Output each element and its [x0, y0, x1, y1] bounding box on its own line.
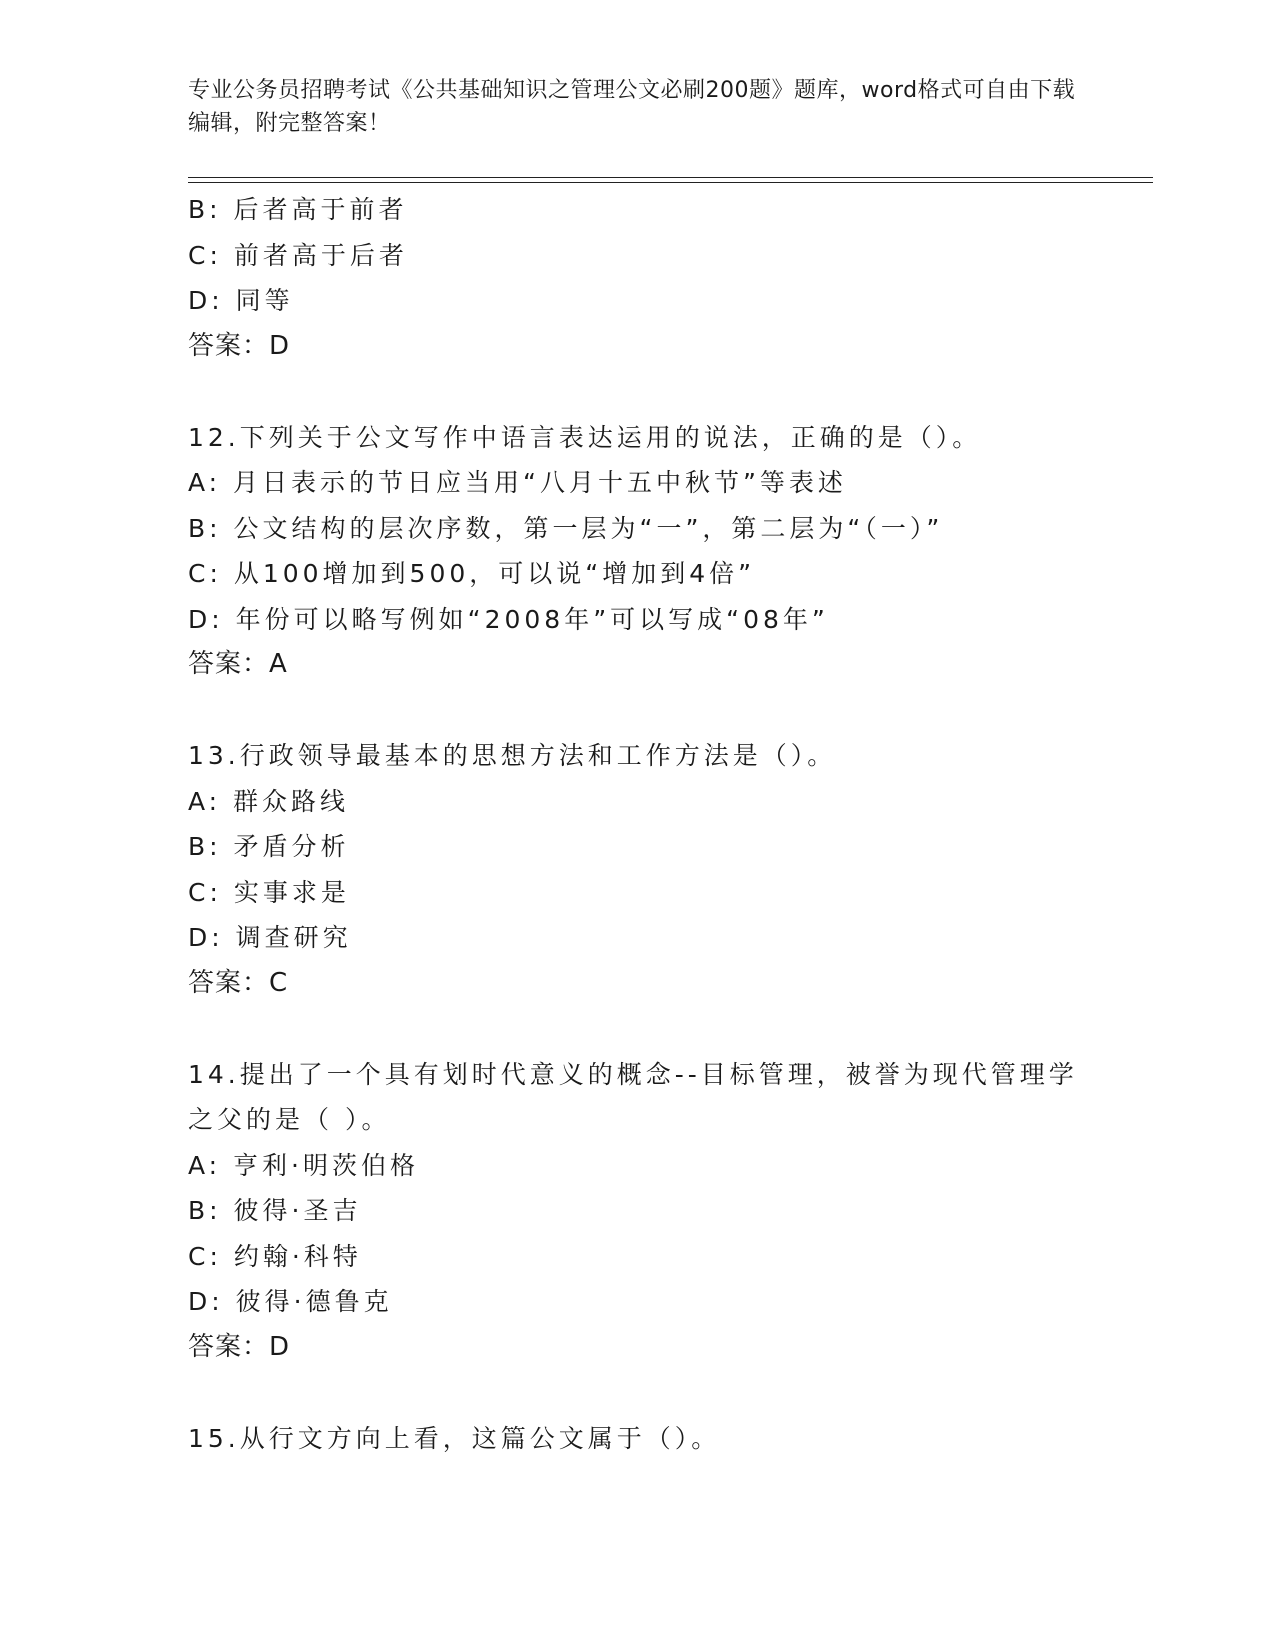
- question-15: [188, 1416, 1153, 1462]
- option-b: B: 后者高于前者: [188, 195, 408, 224]
- question-stem: 15.从行文方向上看，这篇公文属于（）。: [188, 1423, 721, 1453]
- answer: 答案：D: [188, 1331, 291, 1362]
- question-list: [188, 187, 1153, 1461]
- question-12: [188, 415, 1153, 688]
- option-a: A: 月日表示的节日应当用“八月十五中秋节”等表述: [188, 468, 847, 497]
- option-b: B: 公文结构的层次序数，第一层为“一”，第二层为“（一）”: [188, 513, 944, 543]
- header-rule-bottom: [188, 182, 1153, 183]
- answer: 答案：A: [188, 649, 288, 679]
- document-header: 专业公务员招聘考试《公共基础知识之管理公文必刷200题》题库，word格式可自由下载编辑，附完整答案！: [188, 78, 1076, 136]
- option-c: C: 实事求是: [188, 877, 350, 907]
- question-stem: 14.提出了一个具有划时代意义的概念--目标管理，被誉为现代管理学之父的是（ ）。: [188, 1059, 1078, 1134]
- option-a: A: 群众路线: [188, 786, 350, 816]
- question-stem: 13.行政领导最基本的思想方法和工作方法是（）。: [188, 741, 837, 770]
- option-d: D: 彼得·德鲁克: [188, 1287, 393, 1316]
- option-a: A: 亨利·明茨伯格: [188, 1150, 419, 1180]
- question-14: [188, 1052, 1153, 1371]
- question-13: [188, 733, 1153, 1006]
- question-stem: 12.下列关于公文写作中语言表达运用的说法，正确的是（）。: [188, 422, 982, 452]
- option-c: C: 从100增加到500，可以说“增加到4倍”: [188, 559, 756, 588]
- option-c: C: 前者高于后者: [188, 240, 408, 270]
- option-d: D: 同等: [188, 286, 294, 315]
- option-b: B: 彼得·圣吉: [188, 1196, 362, 1225]
- option-c: C: 约翰·科特: [188, 1241, 362, 1271]
- answer: 答案：D: [188, 330, 291, 361]
- option-d: D: 年份可以略写例如“2008年”可以写成“08年”: [188, 604, 829, 634]
- answer: 答案：C: [188, 967, 289, 998]
- header-rule-top: [188, 177, 1153, 178]
- option-d: D: 调查研究: [188, 923, 352, 952]
- question-11-continued: [188, 187, 1153, 369]
- option-b: B: 矛盾分析: [188, 832, 350, 861]
